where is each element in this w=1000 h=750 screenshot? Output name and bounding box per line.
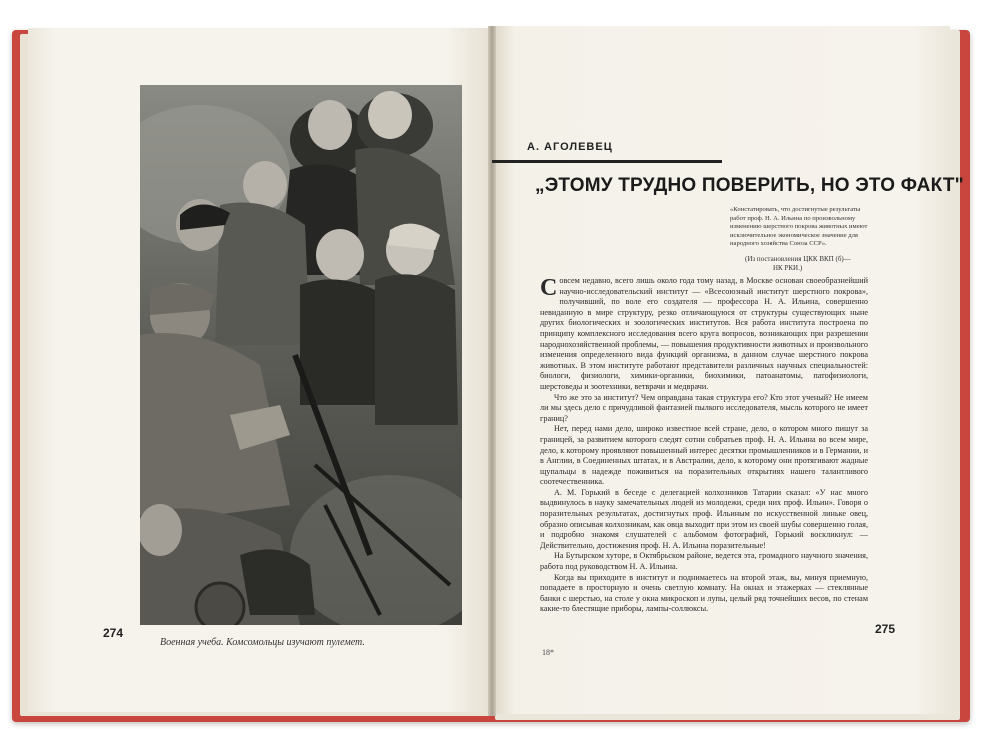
- author-rule: [492, 160, 722, 163]
- article-body: [540, 276, 868, 615]
- photo-komsomol-machine-gun: [140, 85, 462, 625]
- epigraph-source-line2: НК РКИ.): [773, 264, 803, 272]
- paragraph: На Бутырском хуторе, в Октябрьском районе, ведется эта, громадного научного значения, работа под руководством Н. А. Ильина.: [540, 551, 868, 572]
- drop-cap: С: [540, 275, 558, 301]
- paragraph: Когда вы приходите в институт и поднимаетесь на второй этаж, вы, минуя приемную, попадаете в просторную и очень светлую комнату. На окнах и этажерках — стеклянные банки с шерстью, на столе у окна микроскоп и лупы, целый ряд точнейших весов, по стенам какие-то блестящие приборы, лампы-соллюксы.: [540, 572, 868, 614]
- epigraph-source: [745, 255, 868, 273]
- page-number-left: 274: [103, 626, 124, 640]
- paragraph: [540, 276, 868, 393]
- paragraph: Что же это за институт? Чем оправдана такая структура его? Кто этот ученый? Не имеем ли мы здесь дело с причудливой фантазией пылкого исследователя, мысль которого не имеет границ?: [540, 392, 868, 423]
- epigraph: «Констатировать, что достигнутые результаты работ проф. Н. А. Ильина по произвольному изменению шерстного покрова животных имеют исключительное экономическое значение для народного хозяйства Союза ССР».: [730, 206, 868, 248]
- paragraph: Нет, перед нами дело, широко известное всей стране, дело, о котором много пишут за границей, за развитием которого следят сотни собратьев проф. Н. А. Ильина во всем мире, дело, к которому проявляют повышенный интерес десятки промышленников и в Германии, и в Англии, в Соединенных штатах, и в Австралии, дело, к которому они протягивают жадные щупальцы в надежде поживиться на поразительных открытиях нашего талантливого соотечественника.: [540, 424, 868, 487]
- article-author: А. АГОЛЕВЕЦ: [527, 141, 613, 153]
- epigraph-source-line1: (Из постановления ЦКК ВКП (б)—: [745, 255, 851, 263]
- book-spine: [488, 26, 496, 716]
- article-title: „ЭТОМУ ТРУДНО ПОВЕРИТЬ, НО ЭТО ФАКТ": [535, 175, 964, 196]
- page-number-right: 275: [875, 622, 896, 636]
- photo-caption: Военная учеба. Комсомольцы изучают пулемет.: [160, 637, 365, 648]
- signature-mark: 18*: [542, 648, 554, 657]
- paragraph-text: овсем недавно, всего лишь около года тому назад, в Москве основан своеобразнейший научно-исследовательский институт — «Всесоюзный институт шерстного покрова», получивший, по воле его создателя — профессора Н. А. Ильина, совершенно невиданную в мире структуру, резко отличающуюся от структуры существующих ныне других биологических и зоологических институтов. Вся работа института построена по принципу комплексного исследования всего круга вопросов, возникающих при разрешении народнохозяйственной проблемы, — повышения продуктивности животных и произвольного изменения определенного вида функций организма, в данном случае шерстного покрова животных. В этом институте работают представители различных научных специальностей: биологи, физиологи, химики-органики, биохимики, патоанатомы, патофизиологи, шерстоведы и зоотехники, ветврачи и медврачи.: [540, 276, 868, 391]
- paragraph: А. М. Горький в беседе с делегацией колхозников Татарии сказал: «У нас много выдвинулось в науку замечательных людей из молодежи, среди них проф. Ильин». Говоря о поразительных результатах, достигнутых проф. Ильиным по искусственной линьке овец, образно описывая колхозникам, как овца выходит при этом из своей шубы совершенно голая, и подробно знакомя слушателей с альбомом фотографий, Горький воскликнул: — Действительно, достижения проф. Н. А. Ильина поразительные!: [540, 487, 868, 550]
